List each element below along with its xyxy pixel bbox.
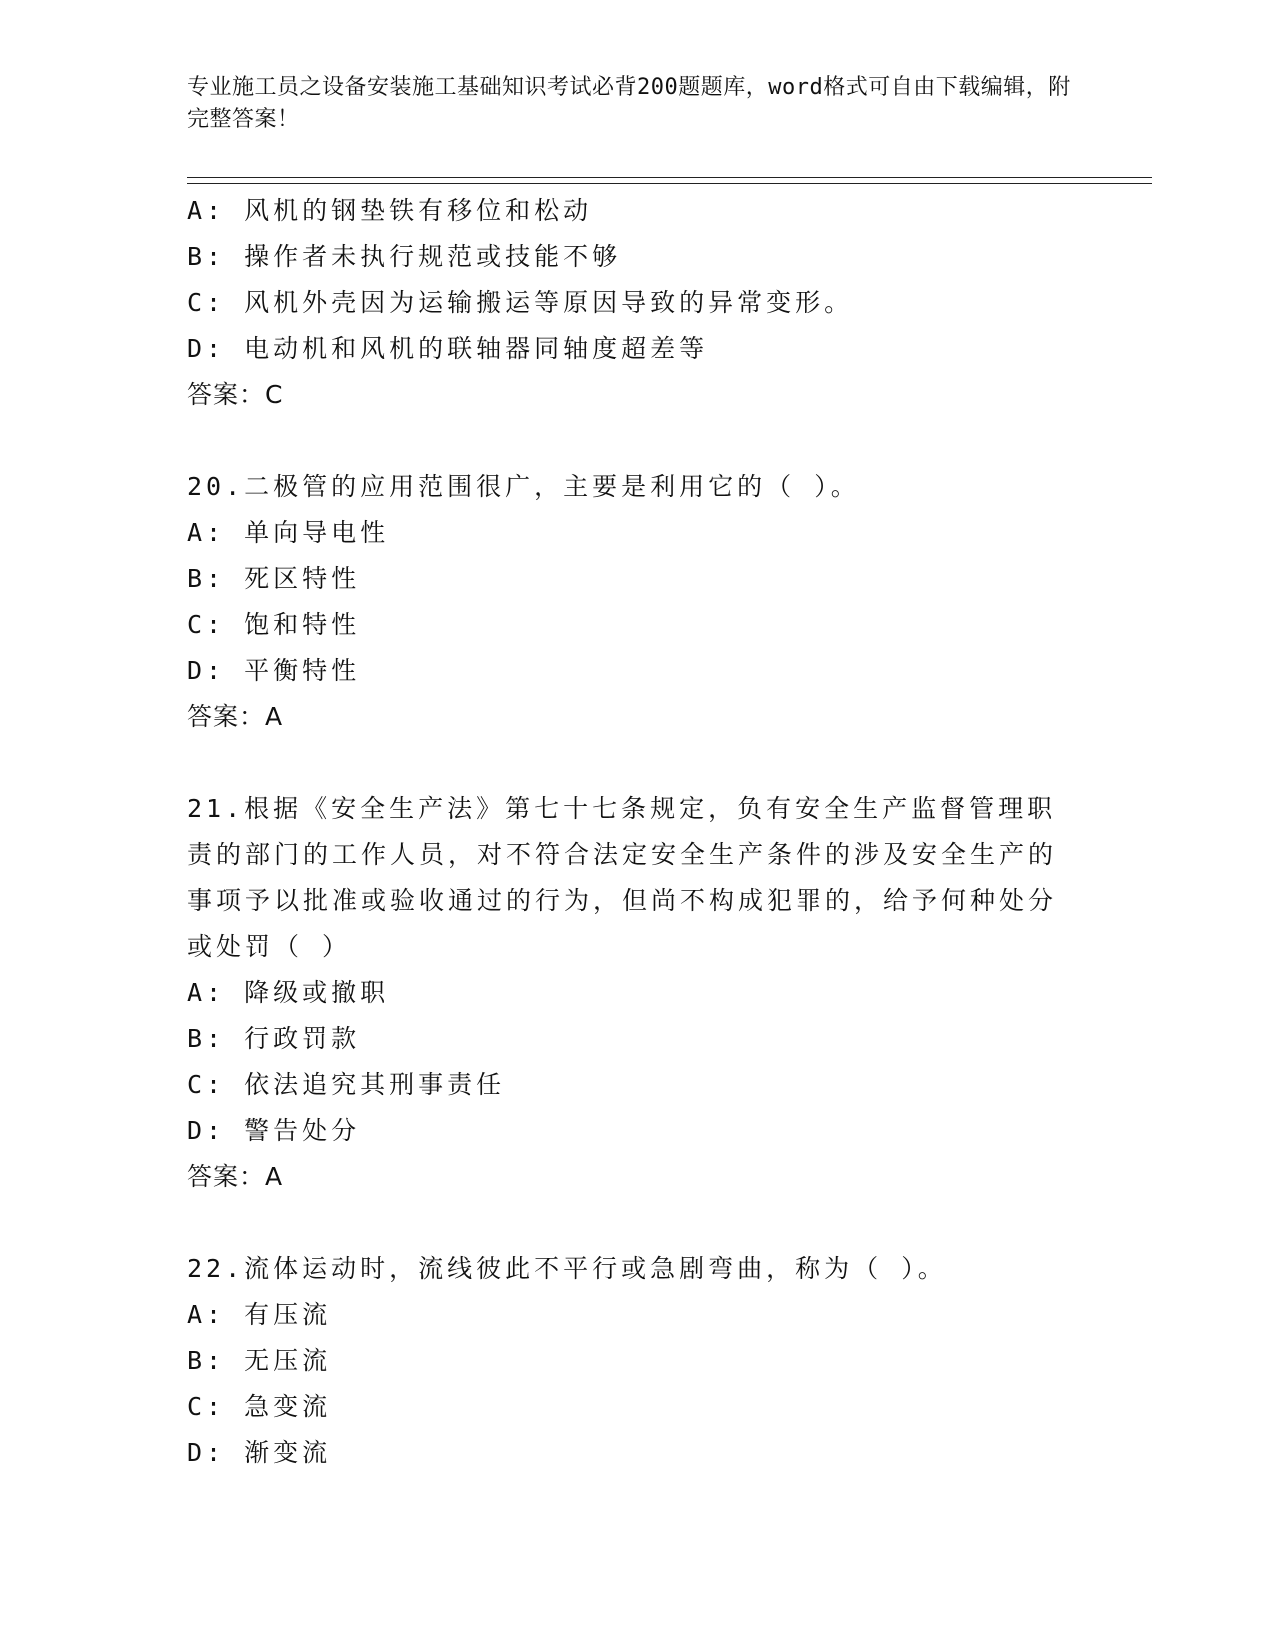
option-a: A: 风机的钢垫铁有移位和松动 (187, 196, 593, 225)
option-b: B: 行政罚款 (187, 1024, 361, 1053)
option-c: C: 风机外壳因为运输搬运等原因导致的异常变形。 (187, 288, 854, 317)
option-b: B: 操作者未执行规范或技能不够 (187, 242, 622, 271)
spacer (187, 1200, 1087, 1246)
option-d: D: 警告处分 (187, 1116, 361, 1145)
question-stem: 20.二极管的应用范围很广，主要是利用它的（ ）。 (187, 472, 860, 501)
question-stem: 21.根据《安全生产法》第七十七条规定，负有安全生产监督管理职责的部门的工作人员，对不符合法定安全生产条件的涉及安全生产的事项予以批准或验收通过的行为，但尚不构成犯罪的，给予何种处分或处罚（ ） (187, 794, 1058, 961)
question-block-21 (187, 786, 1087, 1200)
option-a: A: 单向导电性 (187, 518, 390, 547)
option-a: A: 降级或撤职 (187, 978, 390, 1007)
question-block-prev (187, 188, 1087, 418)
option-d: D: 电动机和风机的联轴器同轴度超差等 (187, 334, 709, 363)
question-stem: 22.流体运动时，流线彼此不平行或急剧弯曲，称为（ ）。 (187, 1254, 947, 1283)
document-header-title: 专业施工员之设备安装施工基础知识考试必背200题题库，word格式可自由下载编辑，附完整答案！ (187, 75, 1071, 132)
option-b: B: 死区特性 (187, 564, 361, 593)
question-list (187, 188, 1087, 1476)
option-c: C: 饱和特性 (187, 610, 361, 639)
option-c: C: 依法追究其刑事责任 (187, 1070, 506, 1099)
option-c: C: 急变流 (187, 1392, 332, 1421)
answer-line: 答案：A (187, 702, 284, 731)
spacer (187, 418, 1087, 464)
option-a: A: 有压流 (187, 1300, 332, 1329)
option-b: B: 无压流 (187, 1346, 332, 1375)
header-double-rule (187, 177, 1152, 184)
answer-line: 答案：A (187, 1162, 284, 1191)
spacer (187, 740, 1087, 786)
question-block-22 (187, 1246, 1087, 1476)
question-block-20 (187, 464, 1087, 740)
option-d: D: 渐变流 (187, 1438, 332, 1467)
option-d: D: 平衡特性 (187, 656, 361, 685)
answer-line: 答案：C (187, 380, 284, 409)
